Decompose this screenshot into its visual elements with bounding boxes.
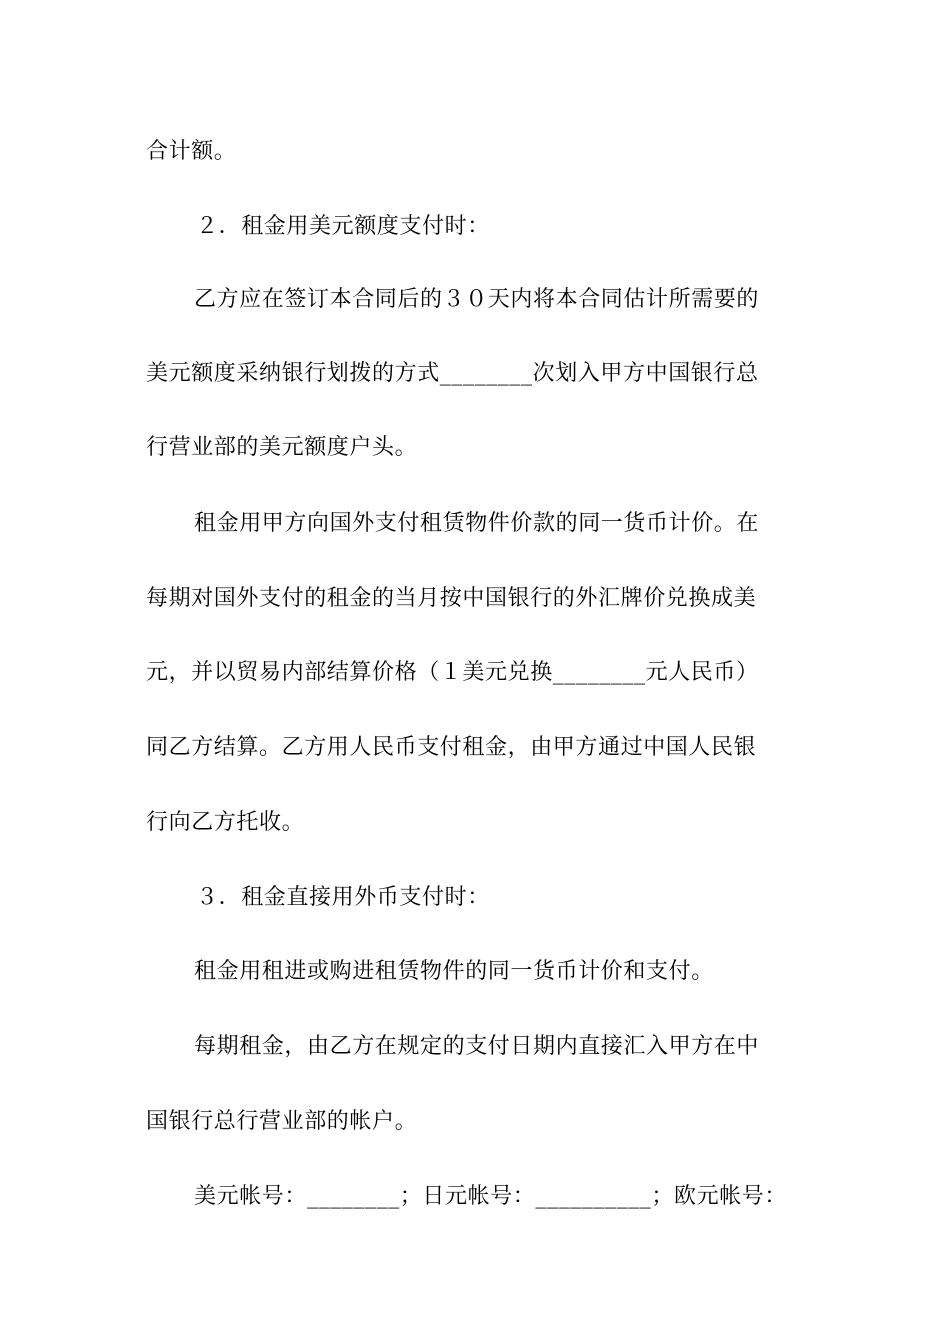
paragraph-line-8: 元，并以贸易内部结算价格（１美元兑换________元人民币） — [146, 660, 759, 685]
paragraph-line-4: 美元额度采纳银行划拨的方式________次划入甲方中国银行总 — [146, 361, 759, 386]
paragraph-line-13: 每期租金，由乙方在规定的支付日期内直接汇入甲方在中 — [194, 1034, 760, 1059]
section-heading-2: ２．租金用美元额度支付时： — [196, 214, 490, 239]
paragraph-line-14: 国银行总行营业部的帐户。 — [146, 1109, 418, 1134]
paragraph-line-10: 行向乙方托收。 — [146, 810, 305, 835]
section-heading-3: ３．租金直接用外币支付时： — [196, 885, 490, 910]
paragraph-line-12: 租金用租进或购进租赁物件的同一货币计价和支付。 — [194, 959, 714, 984]
paragraph-line-6: 租金用甲方向国外支付租赁物件价款的同一货币计价。在 — [194, 511, 760, 536]
paragraph-line-9: 同乙方结算。乙方用人民币支付租金，由甲方通过中国人民银 — [146, 735, 757, 760]
paragraph-line-5: 行营业部的美元额度户头。 — [146, 435, 418, 460]
paragraph-line-1: 合计额。 — [146, 139, 237, 164]
paragraph-line-3: 乙方应在签订本合同后的３０天内将本合同估计所需要的 — [194, 287, 760, 312]
account-numbers-line: 美元帐号：________；日元帐号：__________；欧元帐号： — [194, 1184, 788, 1209]
paragraph-line-7: 每期对国外支付的租金的当月按中国银行的外汇牌价兑换成美 — [146, 586, 757, 611]
